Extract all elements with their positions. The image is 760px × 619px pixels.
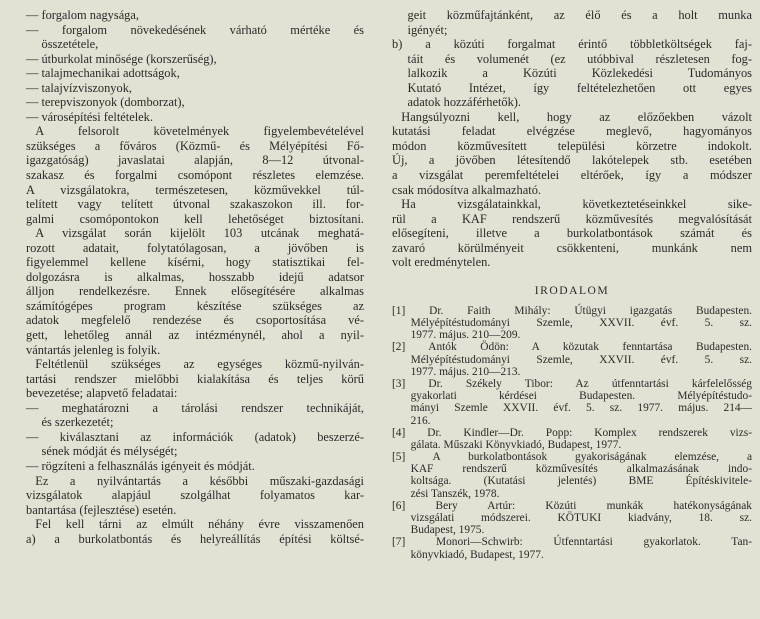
text-line: b) a közúti forgalmat érintő többletköltségek faj- [392, 37, 752, 52]
text-line: — talajvízviszonyok, [26, 80, 132, 95]
text-line: A felsorolt követelmények figyelembevételével [35, 124, 364, 139]
right-column [392, 8, 752, 561]
reference-line: gyakorlati kérdései Budapesten. Mélyépítéstudo- [410, 390, 752, 403]
text-line: dolgozásra is alkalmas, hosszabb idejű adatsor [26, 269, 364, 284]
text-line: Feltétlenül szükséges az egységes közmű-nyilván- [35, 357, 364, 372]
text-line: — terepviszonyok (domborzat), [26, 95, 185, 110]
text-line: számítógépes program készítése szükséges az [26, 298, 364, 313]
text-line: igazgatóság) javaslatai alapján, 8—12 útvonal- [26, 153, 364, 168]
text-line: gett, lehetőleg annál az intézménynél, ahol a nyil- [26, 328, 364, 343]
right-column-body [392, 8, 752, 270]
text-line: zavaró körülményeit csökkenteni, munkánk nem [392, 240, 752, 255]
text-line: adatok hozzáférhetők). [407, 95, 522, 110]
text-line: — kiválasztani az információk (adatok) beszerzé- [26, 429, 364, 444]
text-line: bevezetése; alapvető feladatai: [26, 386, 178, 401]
text-line: csak módosítva alkalmazható. [392, 182, 541, 197]
text-line: a vizsgálat peremfeltételei eltérőek, így a módszer [392, 168, 752, 183]
reference-line: vizsgálati módszerei. KÖTUKI kiadvány, 18. sz. [410, 512, 752, 525]
text-line: A vizsgálatokra, természetesen, közművekkel túl- [26, 182, 364, 197]
text-line: — talajmechanikai adottságok, [26, 66, 180, 81]
reference-line: 1977. május. 210—213. [410, 365, 521, 378]
text-line: geit közműfajtánként, az élő és a holt munka [407, 8, 752, 22]
text-line: A vizsgálat során kijelölt 103 utcának meghatá- [35, 226, 364, 241]
reference-line: koltsága. (Kutatási jelentés) BME Építéskivitele- [410, 475, 752, 488]
reference-line: mányi Szemle XXVII. évf. 5. sz. 1977. május. 214— [410, 402, 752, 415]
text-line: galmi csomópontokon kell lehetőséget biztosítani. [26, 211, 364, 226]
text-line: és szerkezetét; [41, 415, 114, 430]
references-list [392, 305, 752, 561]
text-line: telített vagy telített útvonal szakaszokon ill. for- [26, 197, 364, 212]
text-line: — útburkolat minősége (korszerűség), [26, 51, 217, 66]
reference-line: [1] Dr. Faith Mihály: Útügyi igazgatás Budapesten. [392, 304, 752, 317]
text-line: álljon rendelkezésre. Ennek elősegítésére alkalmas [26, 284, 364, 299]
text-line: szükséges a főváros (Közmű- és Mélyépítési Fő- [26, 138, 364, 153]
reference-line: zési Tanszék, 1978. [410, 487, 500, 500]
reference-line: Mélyépítéstudományi Szemle, XXVII. évf. 5. sz. [410, 317, 752, 330]
text-line: volt eredménytelen. [392, 255, 491, 270]
text-line: Hangsúlyozni kell, hogy az előzőekben vázolt [401, 109, 752, 124]
text-line: adatok megfelelő rendezése és csoportosítása vé- [26, 313, 364, 328]
reference-line: 1977. május. 210—209. [410, 329, 521, 342]
text-line: szakasz és forgalmi csomópont részletes elemzése. [26, 168, 364, 183]
text-line: — forgalom nagysága, [26, 8, 139, 22]
text-line: vántartás jelenleg is folyik. [26, 342, 161, 357]
reference-line: 216. [410, 414, 431, 427]
text-line: rozott adatait, folytatólagosan, a jövőben is [26, 240, 364, 255]
text-line: összetétele, [41, 37, 99, 52]
references-heading: IRODALOM [534, 283, 610, 297]
text-line: Fel kell tárni az elmúlt néhány évre visszamenően [35, 517, 364, 532]
text-line: a) a burkolatbontás és helyreállítás építési költsé- [26, 531, 364, 546]
text-line: Ez a nyilvántartás a későbbi műszaki-gazdasági [35, 473, 364, 488]
text-line: — meghatározni a tárolási rendszer technikáját, [26, 400, 364, 415]
reference-line: [5] A burkolatbontások gyakoriságának elemzése, a [392, 451, 752, 464]
text-line: igényét; [407, 22, 448, 37]
text-line: módon közművesített települési körzetre indokolt. [392, 138, 752, 153]
reference-line: [2] Antók Ödön: A közutak fenntartása Budapesten. [392, 341, 752, 354]
reference-line: KAF rendszerű közművesítés alkalmazásának indo- [410, 463, 752, 476]
text-line: rül a KAF rendszerű közművesítés megvalósítását [392, 211, 752, 226]
reference-line: Budapest, 1975. [410, 524, 485, 537]
reference-line: gálata. Műszaki Könyvkiadó, Budapest, 1977. [410, 438, 622, 451]
text-line: kutatási feladat elvégzése meglevő, hagyományos [392, 124, 752, 139]
text-line: — városépítési feltételek. [26, 109, 153, 124]
left-column [26, 8, 364, 546]
reference-line: [7] Monori—Schwirb: Útfenntartási gyakorlatok. Tan- [392, 536, 752, 549]
text-line: Ha vizsgálatainkkal, következtetéseinkkel sike- [401, 197, 752, 212]
reference-line: [3] Dr. Székely Tibor: Az útfenntartási kárfelelősség [392, 377, 752, 390]
text-line: — forgalom növekedésének várható mértéke és [26, 22, 364, 37]
text-line: lalkozik a Közúti Közlekedési Tudományos [407, 66, 752, 81]
text-line: sének módját és mélységét; [41, 444, 178, 459]
text-line: elősegíteni, illetve a burkolatbontások számát és [392, 226, 752, 241]
text-line: — rögzíteni a felhasználás igényeit és módját. [26, 458, 255, 473]
text-line: bantartása (fejlesztése) esetén. [26, 502, 177, 517]
text-line: figyelemmel kellene kísérni, hogy statisztikai fel- [26, 255, 364, 270]
reference-line: [4] Dr. Kindler—Dr. Popp: Komplex rendszerek vizs- [392, 426, 752, 439]
text-line: Új, a jövőben létesítendő lakótelepek stb. esetében [392, 153, 752, 168]
text-line: tartási rendszer mielőbbi kialakítása és teljes körű [26, 371, 364, 386]
reference-line: [6] Bery Artúr: Közúti munkák hatékonyságának [392, 499, 752, 512]
reference-line: Mélyépítéstudományi Szemle, XXVII. évf. 5. sz. [410, 353, 752, 366]
text-line: Kutató Intézet, így feltételezhetően ott egyes [407, 80, 752, 95]
text-line: táit és volumenét (ez utóbbival részletesen fog- [407, 51, 752, 66]
text-line: vizsgálatok alapjául szolgálhat folyamatos kar- [26, 488, 364, 503]
reference-line: könyvkiadó, Budapest, 1977. [410, 548, 544, 561]
